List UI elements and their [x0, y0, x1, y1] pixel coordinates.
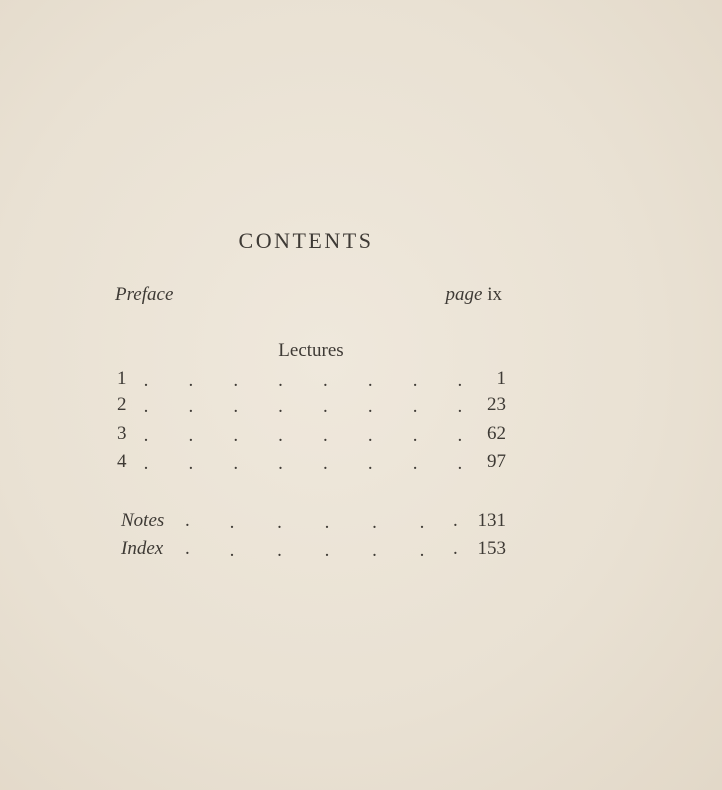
toc-entry-page: 62	[487, 423, 506, 444]
dot-leaders: . . . . .	[229, 540, 425, 561]
toc-entry-page: 131	[477, 510, 506, 531]
toc-entry-label: Notes	[121, 510, 165, 531]
toc-entry-lecture	[115, 394, 510, 420]
dot-separator: .	[185, 510, 190, 531]
dot-separator: .	[453, 510, 458, 531]
toc-entry-label: 4	[117, 451, 127, 472]
page-prefix: page	[445, 284, 483, 305]
toc-entry-label: Preface	[115, 284, 174, 305]
toc-entry-label: 1	[117, 368, 127, 389]
toc-entry-label: Index	[121, 538, 164, 559]
page-number: ix	[487, 284, 502, 305]
toc-entry-index	[115, 538, 510, 564]
toc-entry-page: 23	[487, 394, 506, 415]
dot-leaders: . . . . .	[229, 512, 425, 533]
toc-entry-label: 2	[117, 394, 127, 415]
dot-leaders: . . . . . . . .	[143, 396, 463, 417]
toc-entry-lecture	[115, 368, 510, 394]
toc-entry-page: 97	[487, 451, 506, 472]
section-heading-lectures: Lectures	[278, 340, 344, 361]
toc-entry-lecture	[115, 423, 510, 449]
dot-separator: .	[185, 538, 190, 559]
dot-leaders: . . . . . . . .	[143, 453, 463, 474]
toc-entry-label: 3	[117, 423, 127, 444]
dot-leaders: . . . . . . . .	[143, 425, 463, 446]
toc-entry-page: 153	[477, 538, 506, 559]
contents-title: CONTENTS	[238, 228, 374, 253]
toc-entry-page: 1	[496, 368, 506, 389]
toc-entry-lecture	[115, 451, 510, 477]
toc-entry-notes	[115, 510, 510, 536]
toc-entry-page	[446, 284, 502, 306]
dot-separator: .	[453, 538, 458, 559]
toc-entry-preface	[115, 284, 510, 310]
dot-leaders: . . . . . . . .	[143, 370, 463, 391]
